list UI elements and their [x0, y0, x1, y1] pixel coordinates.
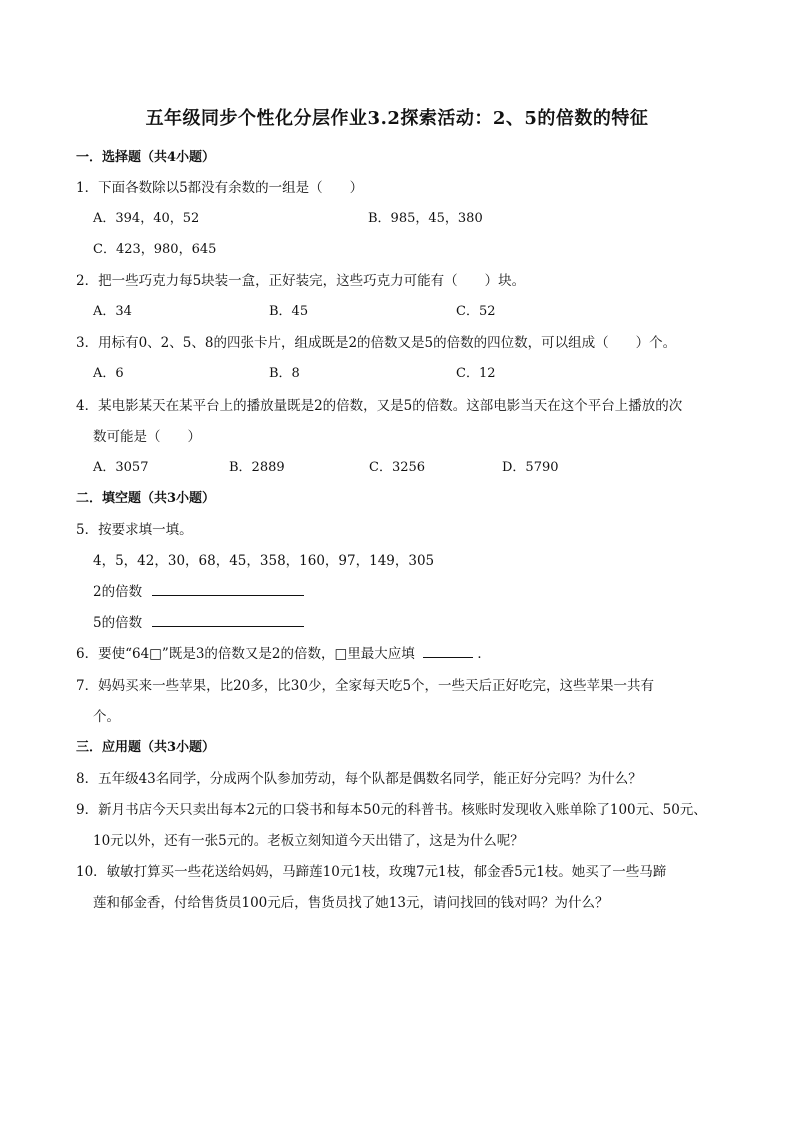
- question-4-line-1: 4．某电影某天在某平台上的播放量既是2的倍数，又是5的倍数。这部电影当天在这个平台上播放的次: [76, 398, 683, 414]
- q6-answer-blank[interactable]: [423, 645, 473, 658]
- question-6: [76, 642, 491, 662]
- q5-row-multiples-of-5: [93, 611, 304, 631]
- q2-option-c: C．52: [456, 304, 496, 319]
- question-4-line-2: 数可能是（ ）: [93, 429, 201, 445]
- question-7-line-1: 7．妈妈买来一些苹果，比20多，比30少，全家每天吃5个，一些天后正好吃完，这些苹果一共有: [76, 678, 655, 694]
- question-2: 2．把一些巧克力每5块装一盒，正好装完，这些巧克力可能有（ ）块。: [76, 273, 526, 289]
- section-heading-fill: 二．填空题（共3小题）: [76, 491, 216, 506]
- q3-option-c: C．12: [456, 366, 496, 381]
- page-title: 五年级同步个性化分层作业3.2探索活动：2、5的倍数的特征: [145, 108, 649, 129]
- q2-option-b: B．45: [269, 304, 309, 319]
- q4-option-c: C．3256: [369, 460, 426, 475]
- q5-number-list: 4，5，42，30，68，45，358，160，97，149，305: [93, 553, 435, 569]
- question-7-line-2: 个。: [93, 709, 120, 725]
- question-8: 8．五年级43名同学，分成两个队参加劳动，每个队都是偶数名同学，能正好分完吗？为什么？: [76, 771, 642, 787]
- q4-option-d: D．5790: [502, 460, 559, 475]
- question-9-line-2: 10元以外，还有一张5元的。老板立刻知道今天出错了，这是为什么呢？: [93, 833, 524, 849]
- question-9-line-1: 9．新月书店今天只卖出每本2元的口袋书和每本50元的科普书。核账时发现收入账单除了100元、50元、: [76, 802, 707, 818]
- question-3: 3．用标有0、2、5、8的四张卡片，组成既是2的倍数又是5的倍数的四位数，可以组成（ ）个。: [76, 335, 677, 351]
- question-10-line-2: 莲和郁金香，付给售货员100元后，售货员找了她13元，请问找回的钱对吗？为什么？: [93, 895, 609, 911]
- q6-period: ．: [477, 646, 491, 662]
- q1-option-c: C．423，980，645: [93, 242, 217, 257]
- q5-label-2: 2的倍数: [93, 584, 143, 600]
- section-heading-choice: 一．选择题（共4小题）: [76, 150, 216, 165]
- question-10-line-1: 10．敏敏打算买一些花送给妈妈，马蹄莲10元1枝，玫瑰7元1枝，郁金香5元1枝。她买了一些马蹄: [76, 864, 667, 880]
- q4-option-b: B．2889: [229, 460, 285, 475]
- q5-answer-blank-5[interactable]: [152, 614, 304, 627]
- q6-text: 6．要使“64□”既是3的倍数又是2的倍数，□里最大应填: [76, 646, 415, 662]
- q3-option-a: A．6: [93, 366, 124, 381]
- q5-row-multiples-of-2: [93, 580, 304, 600]
- q3-option-b: B．8: [269, 366, 300, 381]
- q5-answer-blank-2[interactable]: [152, 583, 304, 596]
- q5-label-5: 5的倍数: [93, 615, 143, 631]
- question-1: 1．下面各数除以5都没有余数的一组是（ ）: [76, 180, 364, 196]
- q1-option-b: B．985，45，380: [368, 211, 483, 226]
- q4-option-a: A．3057: [93, 460, 149, 475]
- question-5: 5．按要求填一填。: [76, 522, 193, 538]
- q1-option-a: A．394，40，52: [93, 211, 200, 226]
- q2-option-a: A．34: [93, 304, 132, 319]
- section-heading-application: 三．应用题（共3小题）: [76, 740, 216, 755]
